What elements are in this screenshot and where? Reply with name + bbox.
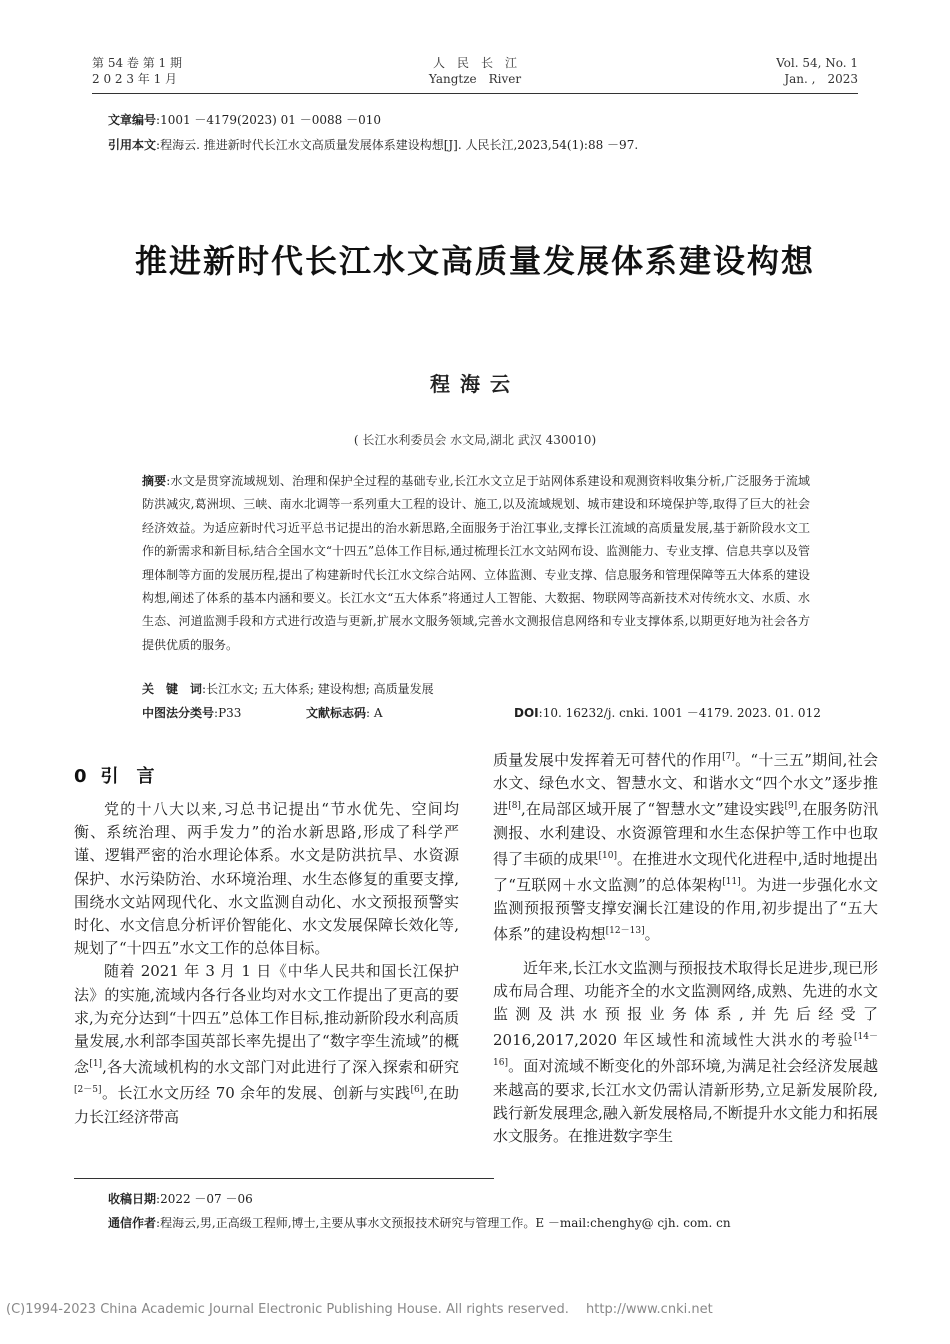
article-number: 文章编号:1001 －4179(2023) 01 －0088 －010 bbox=[108, 113, 382, 127]
abstract-label: 摘要 bbox=[142, 474, 167, 488]
doc-code-value: A bbox=[373, 706, 383, 720]
author-name: 程海云 bbox=[430, 372, 520, 396]
citation-ref[interactable]: [14－16] bbox=[493, 1032, 878, 1069]
paragraph: 质量发展中发挥着无可替代的作用[7]。“十三五”期间,社会水文、绿色水文、智慧水文、和谐水文“四个水文”逐步推进[8],在局部区域开展了“智慧水文”建设实践[9],在服务防汛测报、水利建设、水资源管理和水生态保护等工作中也取得了丰硕的成果[10]。在推进水文现代化进程中,适时地提出了“互联网＋水文监测”的总体架构[11]。为进一步强化水文监测预报预警支撑安澜长江建设的作用,初步提出了“五大体系”的建设构想[12－13]。 bbox=[493, 751, 878, 944]
article-number-label: 文章编号 bbox=[108, 113, 157, 127]
citation-ref[interactable]: [10] bbox=[598, 850, 617, 861]
header-right-line1: Vol. 54, No. 1 bbox=[776, 56, 858, 70]
citation-ref[interactable]: [8] bbox=[508, 801, 521, 812]
keywords-label: 关 键 词 bbox=[142, 682, 203, 696]
citation-ref[interactable]: [7] bbox=[722, 752, 735, 762]
citation-label: 引用本文 bbox=[108, 138, 157, 152]
citation-value: 程海云. 推进新时代长江水文高质量发展体系建设构想[J]. 人民长江,2023,54(1):88 －97. bbox=[160, 138, 639, 152]
citation-ref[interactable]: [2－5] bbox=[74, 1085, 102, 1096]
paragraph: 随着 2021 年 3 月 1 日《中华人民共和国长江保护法》的实施,流域内各行各业均对水文工作提出了更高的要求,为充分达到“十四五”总体工作目标,推动新阶段水利高质量发展,水利部李国英部长率先提出了“数字孪生流域”的概念[1],各大流域机构的水文部门对此进行了深入探索和研究[2－5]。长江水文历经 70 余年的发展、创新与实践[6],在助力长江经济带高 bbox=[74, 962, 459, 1126]
citation-ref[interactable]: [6] bbox=[410, 1085, 424, 1096]
received-label: 收稿日期 bbox=[108, 1192, 157, 1206]
body-left-column bbox=[74, 798, 459, 1129]
paragraph: 党的十八大以来,习总书记提出“节水优先、空间均衡、系统治理、两手发力”的治水新思路,形成了科学严谨、逻辑严密的治水理论体系。水文是防洪抗旱、水资源保护、水污染防治、水环境治理、水生态修复的重要支撑,围绕水文站网现代化、水文监测自动化、水文预报预警实时化、水文信息分析评价智能化、水文发展保障长效化等,规划了“十四五”水文工作的总体目标。 bbox=[74, 800, 459, 958]
keywords: 关 键 词:长江水文; 五大体系; 建设构想; 高质量发展 bbox=[142, 682, 434, 696]
document-code: 文献标志码: A bbox=[306, 706, 383, 720]
abstract-text: 水文是贯穿流域规划、治理和保护全过程的基础专业,长江水文立足于站网体系建设和观测资料收集分析,广泛服务于流域防洪减灾,葛洲坝、三峡、南水北调等一系列重大工程的设计、施工,以及流域规划、城市建设和环境保护等,取得了巨大的社会经济效益。为适应新时代习近平总书记提出的治水新思路,全面服务于治江事业,支撑长江流域的高质量发展,基于新阶段水文工作的新需求和新目标,结合全国水文“十四五”总体工作目标,通过梳理长江水文站网布设、监测能力、专业支撑、信息共享以及管理体制等方面的发展历程,提出了构建新时代长江水文综合站网、立体监测、专业支撑、信息服务和管理保障等五大体系的建设构想,阐述了体系的基本内涵和要义。长江水文“五大体系”将通过人工智能、大数据、物联网等高新技术对传统水文、水质、水生态、河道监测手段和方式进行改造与更新,扩展水文服务领域,完善水文测报信息网络和专业支撑体系,以期更好地为社会各方提供优质的服务。 bbox=[142, 474, 810, 652]
doi-value: 10. 16232/j. cnki. 1001 －4179. 2023. 01. 012 bbox=[542, 706, 821, 720]
clc-number: 中图法分类号:P33 bbox=[142, 706, 242, 720]
journal-vol-en bbox=[776, 55, 858, 87]
doi: DOI:10. 16232/j. cnki. 1001 －4179. 2023. 01. 012 bbox=[514, 706, 821, 720]
paper-title: 推进新时代长江水文高质量发展体系建设构想 bbox=[134, 242, 815, 280]
abstract: 摘要:水文是贯穿流域规划、治理和保护全过程的基础专业,长江水文立足于站网体系建设和观测资料收集分析,广泛服务于流域防洪减灾,葛洲坝、三峡、南水北调等一系列重大工程的设计、施工,以及流域规划、城市建设和环境保护等,取得了巨大的社会经济效益。为适应新时代习近平总书记提出的治水新思路,全面服务于治江事业,支撑长江流域的高质量发展,基于新阶段水文工作的新需求和新目标,结合全国水文“十四五”总体工作目标,通过梳理长江水文站网布设、监测能力、专业支撑、信息共享以及管理体制等方面的发展历程,提出了构建新时代长江水文综合站网、立体监测、专业支撑、信息服务和管理保障等五大体系的建设构想,阐述了体系的基本内涵和要义。长江水文“五大体系”将通过人工智能、大数据、物联网等高新技术对传统水文、水质、水生态、河道监测手段和方式进行改造与更新,扩展水文服务领域,完善水文测报信息网络和专业支撑体系,以期更好地为社会各方提供优质的服务。 bbox=[142, 474, 810, 652]
header-left-line1: 第 54 卷 第 1 期 bbox=[92, 56, 182, 70]
corresponding-author-info: 程海云,男,正高级工程师,博士,主要从事水文预报技术研究与管理工作。E －mail:chenghy@ cjh. com. cn bbox=[160, 1216, 731, 1230]
citation-ref[interactable]: [12－13] bbox=[605, 926, 645, 937]
header-center-line1: 人 民 长 江 bbox=[432, 56, 517, 70]
citation-ref[interactable]: [9] bbox=[784, 801, 798, 812]
clc-label: 中图法分类号 bbox=[142, 706, 215, 720]
citation: 引用本文:程海云. 推进新时代长江水文高质量发展体系建设构想[J]. 人民长江,2023,54(1):88 －97. bbox=[108, 138, 639, 152]
copyright-notice: (C)1994-2023 China Academic Journal Electronic Publishing House. All rights reserved. http://www.cnki.net bbox=[6, 1302, 713, 1317]
section-title: 引 言 bbox=[100, 766, 155, 787]
doc-code-label: 文献标志码 bbox=[306, 706, 367, 720]
keywords-text: 长江水文; 五大体系; 建设构想; 高质量发展 bbox=[206, 682, 434, 696]
doi-label: DOI bbox=[514, 706, 539, 720]
header-center-line2: Yangtze River bbox=[428, 72, 522, 86]
section-heading bbox=[74, 762, 155, 788]
received-value: 2022 －07 －06 bbox=[160, 1192, 253, 1206]
received-date: 收稿日期:2022 －07 －06 bbox=[108, 1192, 253, 1206]
corresponding-author: 通信作者:程海云,男,正高级工程师,博士,主要从事水文预报技术研究与管理工作。E －mail:chenghy@ cjh. com. cn bbox=[108, 1216, 731, 1230]
author-affiliation: ( 长江水利委员会 水文局,湖北 武汉 430010) bbox=[353, 433, 597, 447]
paragraph: 近年来,长江水文监测与预报技术取得长足进步,现已形成布局合理、功能齐全的水文监测网络,成熟、先进的水文监测及洪水预报业务体系,并先后经受了 2016,2017,2020 年区域性和流域性大洪水的考验[14－16]。面对流域不断变化的外部环境,为满足社会经济发展越来越高的要求,长江水文仍需认清新形势,立足新发展阶段,践行新发展理念,融入新发展格局,不断提升水文能力和拓展水文服务。在推进数字孪生 bbox=[493, 958, 878, 1146]
citation-ref[interactable]: [1] bbox=[89, 1059, 103, 1070]
body-right-column bbox=[493, 746, 878, 1148]
corresponding-author-label: 通信作者 bbox=[108, 1216, 157, 1230]
header-right-line2: Jan. , 2023 bbox=[784, 72, 858, 86]
clc-value: P33 bbox=[218, 706, 242, 720]
footnote-divider bbox=[74, 1178, 494, 1179]
header-left-line2: 2 0 2 3 年 1 月 bbox=[92, 72, 178, 86]
citation-ref[interactable]: [11] bbox=[722, 877, 741, 888]
section-number: 0 bbox=[74, 766, 87, 787]
article-number-value: 1001 －4179(2023) 01 －0088 －010 bbox=[160, 113, 382, 127]
header-divider bbox=[92, 93, 858, 94]
